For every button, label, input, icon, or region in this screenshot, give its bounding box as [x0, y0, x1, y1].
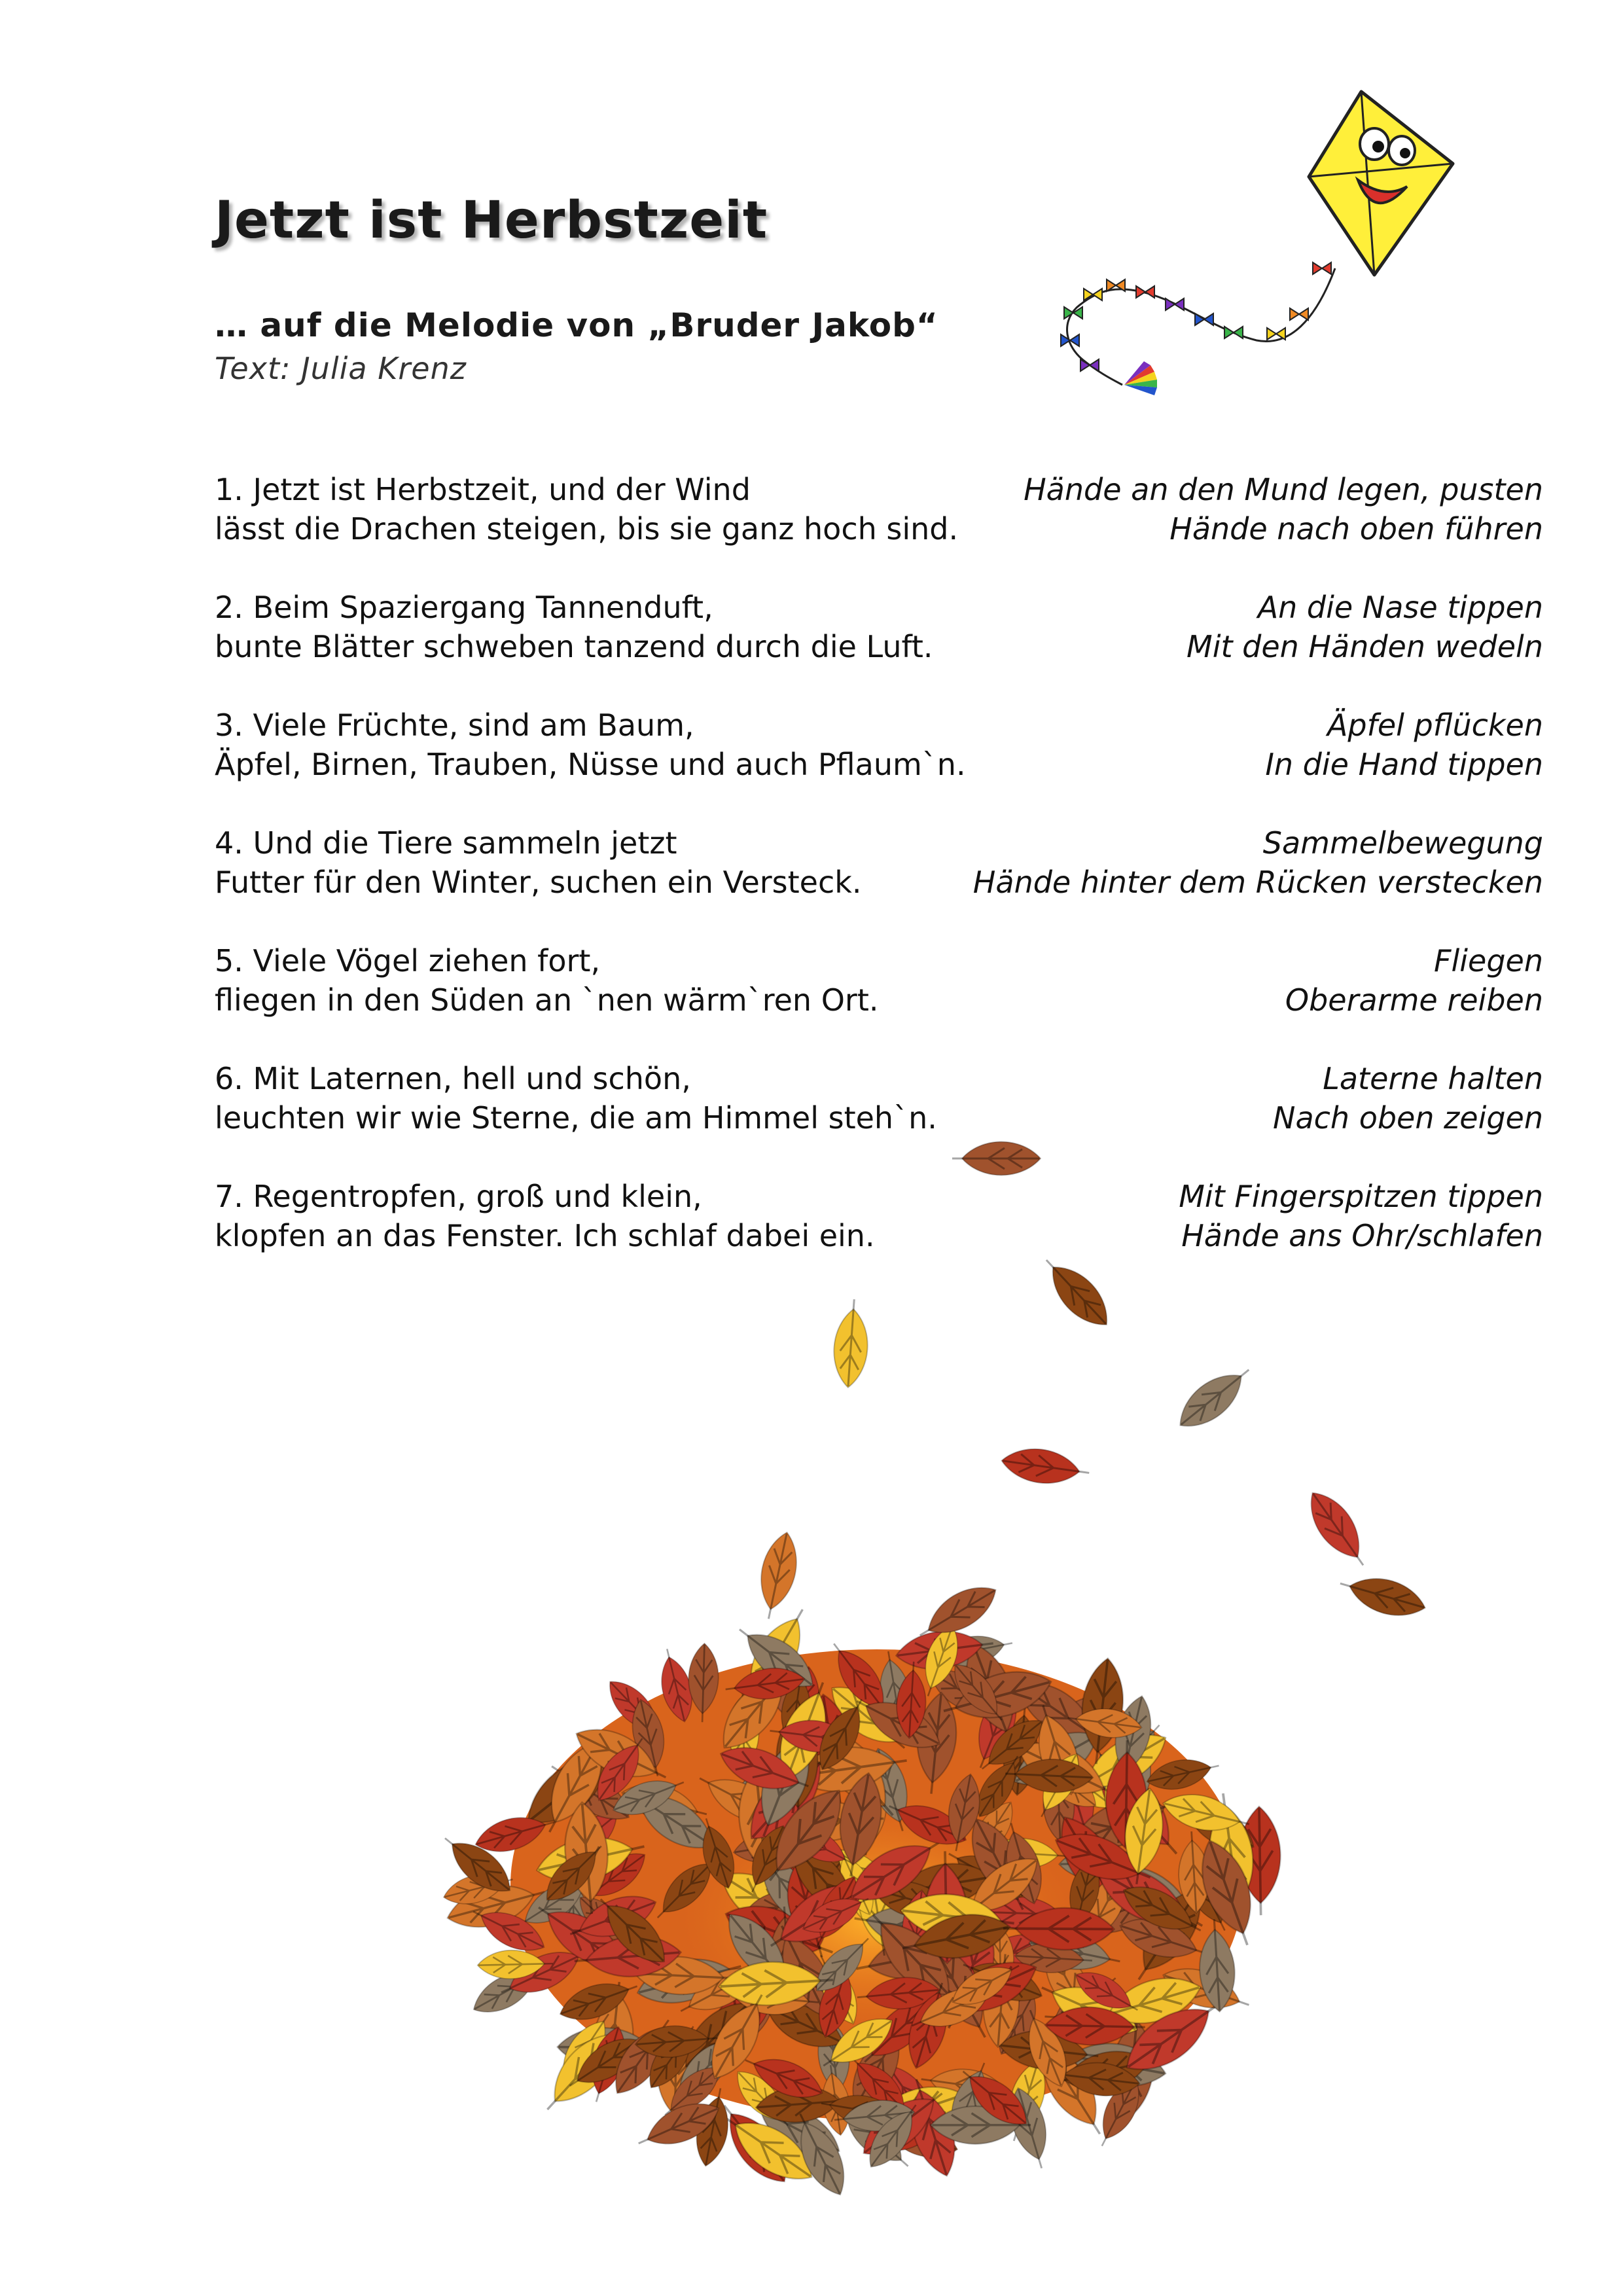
verse-1 [215, 470, 1543, 548]
verse-line [215, 627, 1543, 666]
verse-text: bunte Blätter schweben tanzend durch die Luft. [215, 629, 933, 664]
verse-text: lässt die Drachen steigen, bis sie ganz hoch sind. [215, 511, 959, 547]
author-line: Text: Julia Krenz [215, 351, 467, 386]
gesture-instruction: Fliegen [1434, 943, 1543, 978]
gesture-instruction: Nach oben zeigen [1273, 1100, 1543, 1136]
verse-line [215, 470, 1543, 509]
verse-text: 4. Und die Tiere sammeln jetzt [215, 825, 677, 861]
verse-4 [215, 823, 1543, 902]
verse-text: Futter für den Winter, suchen ein Versteck. [215, 865, 862, 900]
gesture-instruction: An die Nase tippen [1257, 590, 1543, 625]
gesture-instruction: Mit Fingerspitzen tippen [1179, 1179, 1543, 1214]
verse-text: klopfen an das Fenster. Ich schlaf dabei ein. [215, 1218, 875, 1253]
verse-line [215, 941, 1543, 980]
gesture-instruction: Hände hinter dem Rücken verstecken [972, 865, 1543, 900]
verse-text: 6. Mit Laternen, hell und schön, [215, 1061, 691, 1096]
verse-line [215, 980, 1543, 1020]
verse-line [215, 823, 1543, 863]
verse-line [215, 745, 1543, 784]
gesture-instruction: In die Hand tippen [1265, 747, 1543, 782]
gesture-instruction: Hände nach oben führen [1169, 511, 1543, 547]
verse-line [215, 706, 1543, 745]
page-title: Jetzt ist Herbstzeit [215, 191, 768, 250]
verse-line [215, 509, 1543, 548]
verse-5 [215, 941, 1543, 1020]
verse-text: 5. Viele Vögel ziehen fort, [215, 943, 601, 978]
verse-line [215, 1059, 1543, 1098]
gesture-instruction: Oberarme reiben [1285, 982, 1543, 1018]
gesture-instruction: Sammelbewegung [1262, 825, 1543, 861]
gesture-instruction: Hände ans Ohr/schlafen [1181, 1218, 1543, 1253]
verse-text: 3. Viele Früchte, sind am Baum, [215, 708, 694, 743]
verse-line [215, 588, 1543, 627]
verse-text: 7. Regentropfen, groß und klein, [215, 1179, 702, 1214]
verse-text: 2. Beim Spaziergang Tannenduft, [215, 590, 713, 625]
verse-line [215, 863, 1543, 902]
gesture-instruction: Äpfel pflücken [1327, 708, 1543, 743]
gesture-instruction: Laterne halten [1323, 1061, 1543, 1096]
gesture-instruction: Mit den Händen wedeln [1186, 629, 1543, 664]
subtitle: … auf die Melodie von „Bruder Jakob“ [215, 306, 938, 344]
autumn-leaves-icon [288, 1100, 1584, 2278]
kite-icon [1008, 72, 1479, 439]
gesture-instruction: Hände an den Mund legen, pusten [1024, 472, 1543, 507]
verse-2 [215, 588, 1543, 666]
verse-text: Äpfel, Birnen, Trauben, Nüsse und auch Pflaum`n. [215, 747, 966, 782]
verse-text: 1. Jetzt ist Herbstzeit, und der Wind [215, 472, 751, 507]
verse-text: fliegen in den Süden an `nen wärm`ren Ort. [215, 982, 879, 1018]
verse-3 [215, 706, 1543, 784]
verse-text: leuchten wir wie Sterne, die am Himmel steh`n. [215, 1100, 937, 1136]
